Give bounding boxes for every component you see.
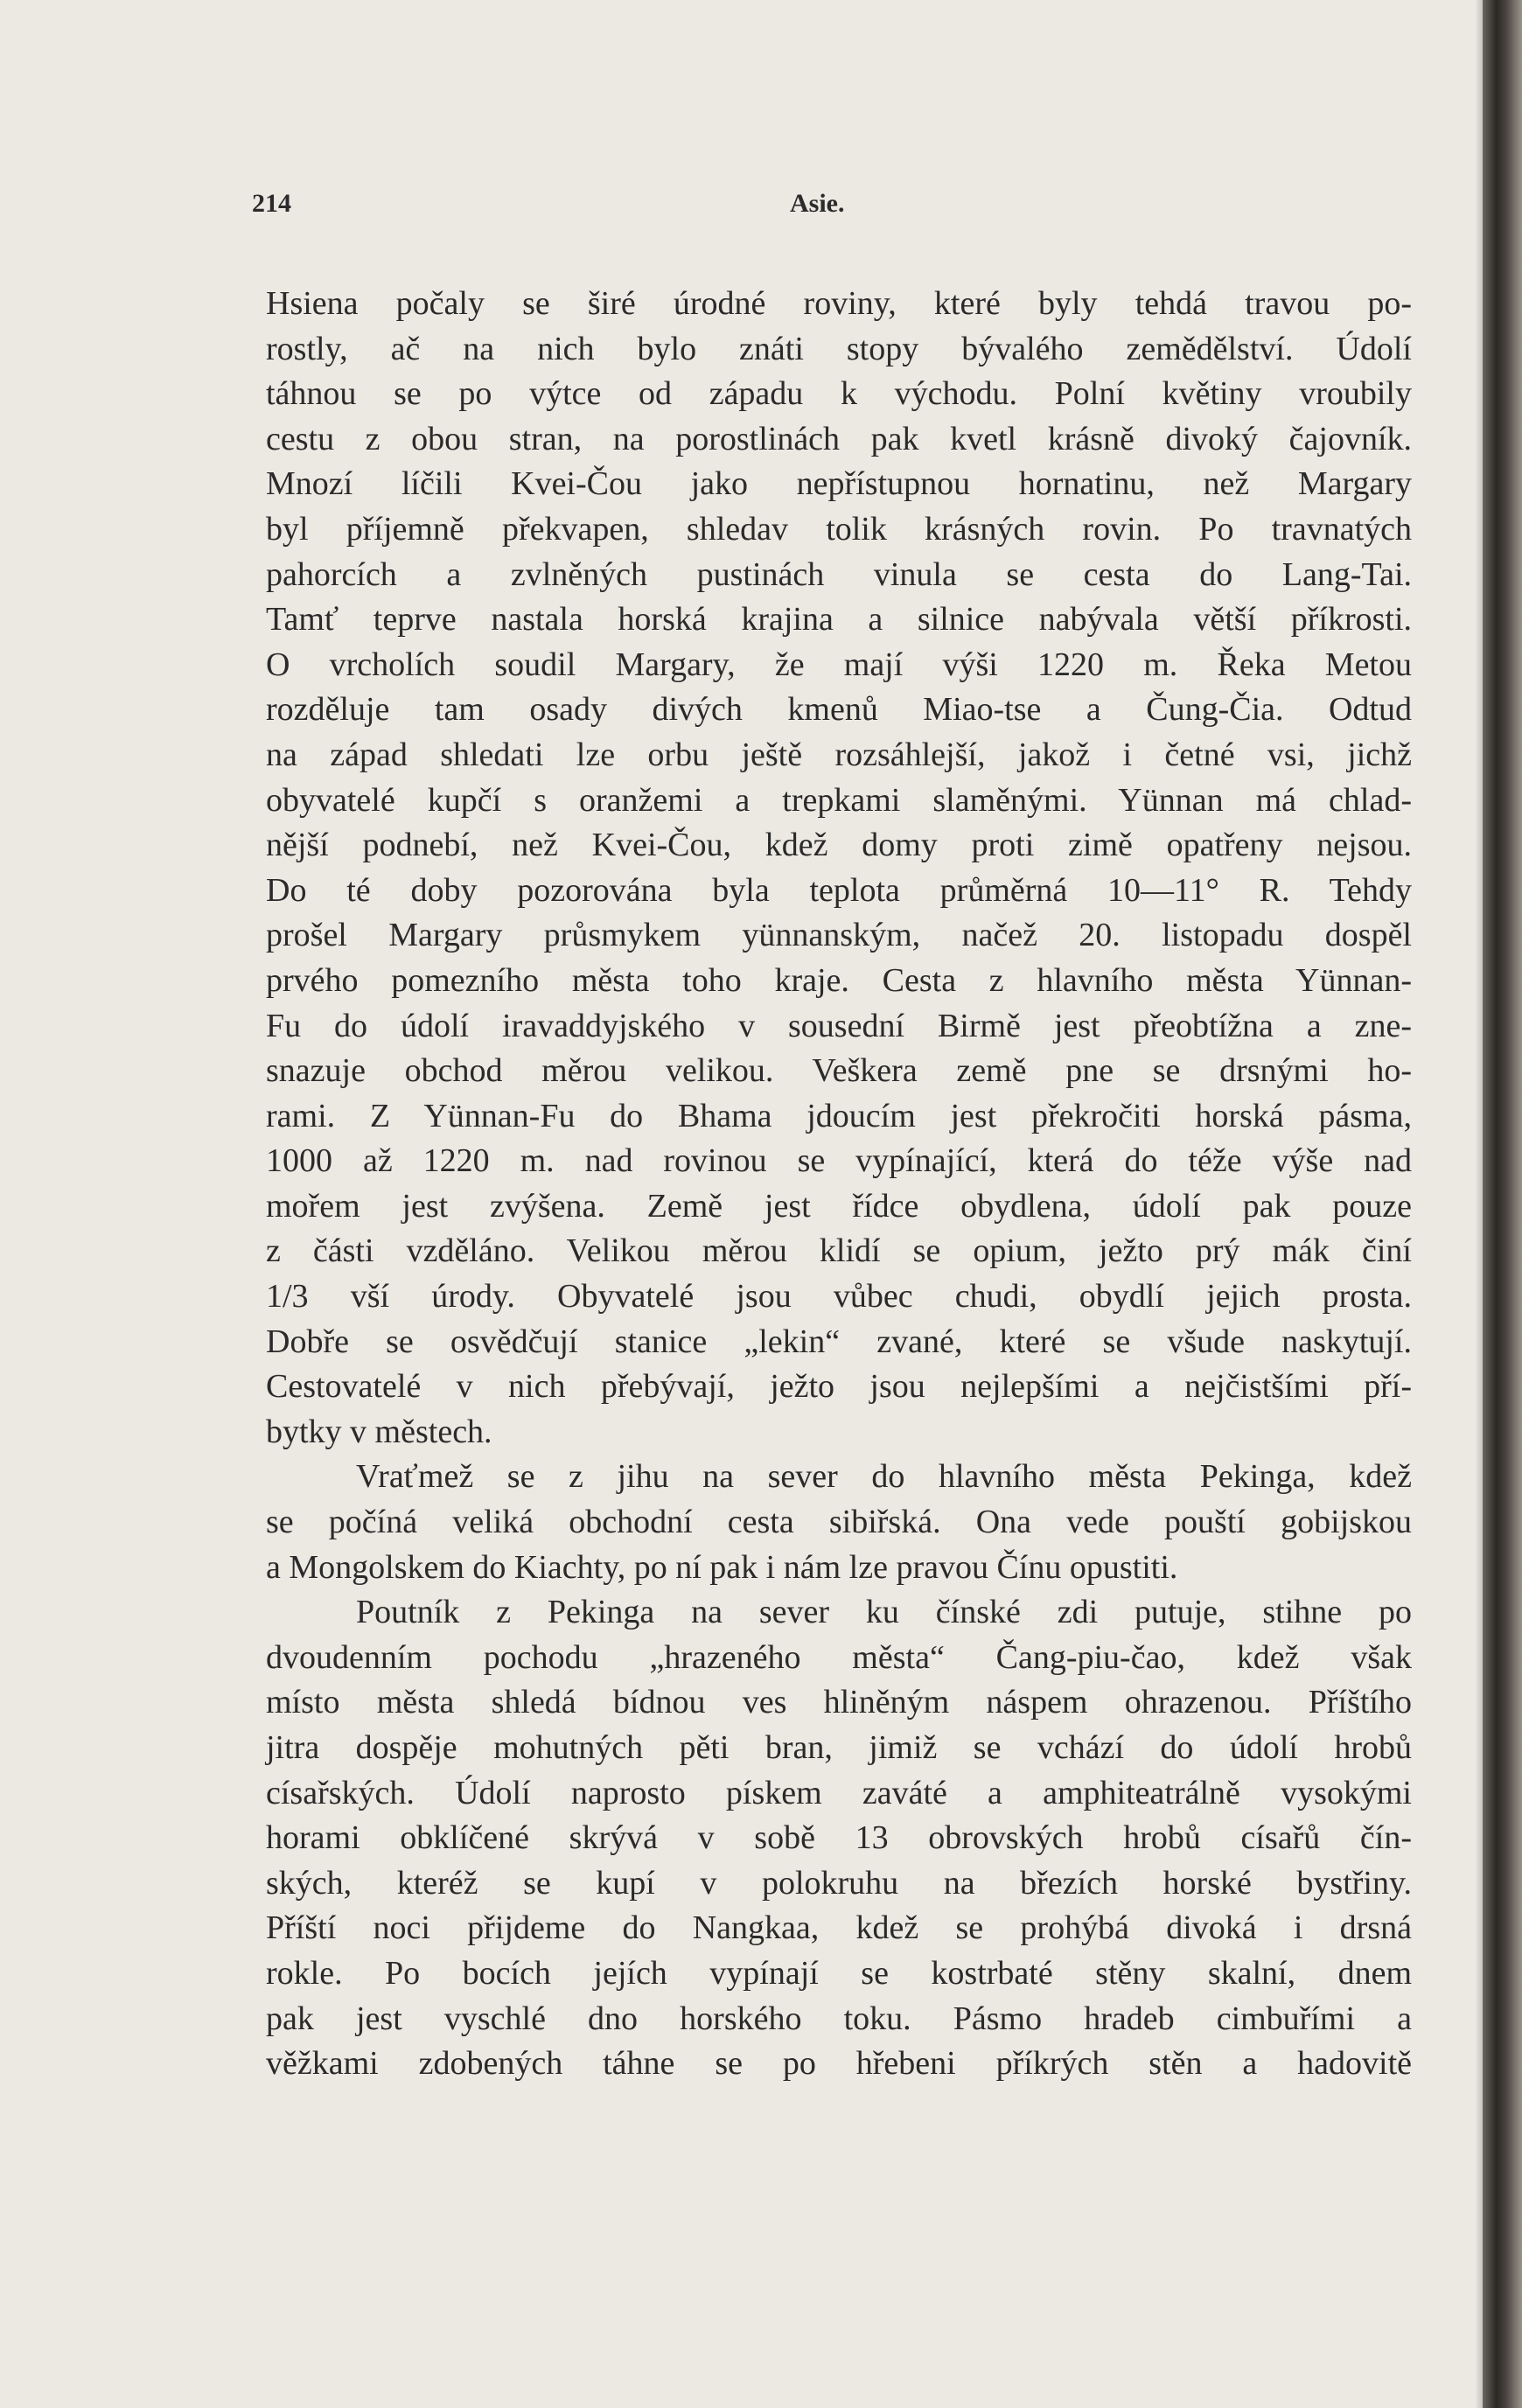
text-line: obyvatelé kupčí s oranžemi a trepkami slaměnými. Yünnan má chlad-: [266, 781, 1412, 819]
text-line: Cestovatelé v nich přebývají, ježto jsou nejlepšími a nejčistšími pří-: [266, 1368, 1412, 1406]
text-line: Příští noci přijdeme do Nangkaa, kdež se prohýbá divoká i drsná: [266, 1909, 1412, 1947]
text-line: věžkami zdobených táhne se po hřebeni příkrých stěn a hadovitě: [266, 2045, 1412, 2083]
text-line: rokle. Po bocích jejích vypínají se kostrbaté stěny skalní, dnem: [266, 1954, 1412, 1992]
text-line: Vraťmež se z jihu na sever do hlavního města Pekinga, kdež: [356, 1458, 1412, 1496]
text-line: pak jest vyschlé dno horského toku. Pásmo hradeb cimbuřími a: [266, 2000, 1412, 2037]
text-line: dvoudenním pochodu „hrazeného města“ Čang-piu-čao, kdež však: [266, 1638, 1412, 1676]
text-line: pahorcích a zvlněných pustinách vinula se cesta do Lang-Tai.: [266, 555, 1412, 593]
text-line: ských, kteréž se kupí v polokruhu na březích horské bystřiny.: [266, 1864, 1412, 1902]
text-line: Tamť teprve nastala horská krajina a silnice nabývala větší příkrosti.: [266, 601, 1412, 639]
page-number: 214: [252, 189, 291, 218]
page-header: [252, 189, 1415, 227]
text-line: prvého pomezního města toho kraje. Cesta z hlavního města Yünnan-: [266, 961, 1412, 999]
page-body-text: [266, 282, 1412, 2087]
text-line: Poutník z Pekinga na sever ku čínské zdi putuje, stihne po: [356, 1594, 1412, 1631]
text-line: nější podnebí, než Kvei-Čou, kdež domy proti zimě opatřeny nejsou.: [266, 827, 1412, 864]
text-line: jitra dospěje mohutných pěti bran, jimiž se vchází do údolí hrobů: [266, 1729, 1412, 1766]
text-line: prošel Margary průsmykem yünnanským, načež 20. listopadu dospěl: [266, 917, 1412, 954]
text-line: rozděluje tam osady divých kmenů Miao-tse a Čung-Čia. Odtud: [266, 691, 1412, 729]
text-line: snazuje obchod měrou velikou. Veškera země pne se drsnými ho-: [266, 1052, 1412, 1090]
text-line: horami obklíčené skrývá v sobě 13 obrovských hrobů císařů čín-: [266, 1819, 1412, 1857]
text-line: místo města shledá bídnou ves hliněným náspem ohrazenou. Příštího: [266, 1684, 1412, 1721]
text-line: na západ shledati lze orbu ještě rozsáhlejší, jakož i četné vsi, jichž: [266, 736, 1412, 773]
text-line: cestu z obou stran, na porostlinách pak kvetl krásně divoký čajovník.: [266, 420, 1412, 457]
text-line: Dobře se osvědčují stanice „lekin“ zvané, které se všude naskytují.: [266, 1323, 1412, 1360]
text-line: táhnou se po výtce od západu k východu. Polní květiny vroubily: [266, 375, 1412, 413]
running-head: Asie.: [790, 189, 845, 218]
text-line: z části vzděláno. Velikou měrou klidí se opium, ježto prý mák činí: [266, 1232, 1412, 1270]
text-line: 1000 až 1220 m. nad rovinou se vypínající, která do téže výše nad: [266, 1142, 1412, 1180]
text-line: mořem jest zvýšena. Země jest řídce obydlena, údolí pak pouze: [266, 1187, 1412, 1225]
text-line: se počíná veliká obchodní cesta sibiřská. Ona vede pouští gobijskou: [266, 1504, 1412, 1541]
text-line: Fu do údolí iravaddyjského v sousední Birmě jest přeobtížna a zne-: [266, 1007, 1412, 1044]
text-line: Do té doby pozorována byla teplota průměrná 10—11° R. Tehdy: [266, 871, 1412, 909]
book-spine: [1483, 0, 1522, 2408]
text-line: rami. Z Yünnan-Fu do Bhama jdoucím jest překročiti horská pásma,: [266, 1097, 1412, 1134]
text-line: Hsiena počaly se širé úrodné roviny, které byly tehdá travou po-: [266, 285, 1412, 322]
text-line: O vrcholích soudil Margary, že mají výši 1220 m. Řeka Metou: [266, 646, 1412, 683]
text-line: Mnozí líčili Kvei-Čou jako nepřístupnou hornatinu, než Margary: [266, 465, 1412, 503]
text-line: 1/3 vší úrody. Obyvatelé jsou vůbec chudi, obydlí jejich prosta.: [266, 1278, 1412, 1316]
text-line: a Mongolskem do Kiachty, po ní pak i nám lze pravou Čínu opustiti.: [266, 1548, 1178, 1586]
text-line: rostly, ač na nich bylo znáti stopy bývalého zemědělství. Údolí: [266, 330, 1412, 367]
text-line: císařských. Údolí naprosto pískem zaváté a amphiteatrálně vysokými: [266, 1774, 1412, 1811]
text-line: bytky v městech.: [266, 1413, 492, 1450]
text-line: byl příjemně překvapen, shledav tolik krásných rovin. Po travnatých: [266, 510, 1412, 548]
